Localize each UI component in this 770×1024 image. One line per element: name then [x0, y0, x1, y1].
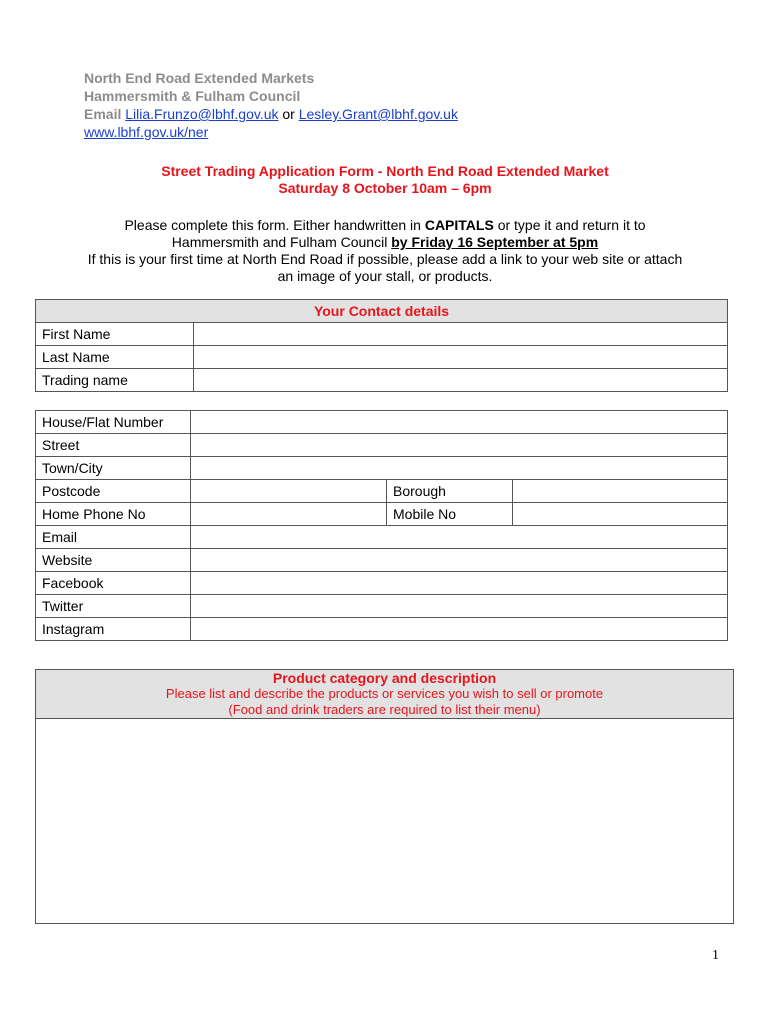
instagram-field[interactable]	[191, 618, 728, 641]
facebook-field[interactable]	[191, 572, 728, 595]
email-link-lilia[interactable]: Lilia.Frunzo@lbhf.gov.uk	[125, 106, 279, 122]
product-description-field[interactable]	[36, 719, 734, 924]
product-menu-note: (Food and drink traders are required to list their menu)	[228, 701, 541, 717]
email-link-lesley[interactable]: Lesley.Grant@lbhf.gov.uk	[298, 106, 458, 122]
website-link[interactable]: www.lbhf.gov.uk/ner	[84, 124, 209, 140]
trading-name-field[interactable]	[194, 369, 728, 392]
borough-label: Borough	[387, 480, 513, 503]
street-label: Street	[36, 434, 191, 457]
intro-line-4: an image of your stall, or products.	[277, 268, 493, 284]
website-field[interactable]	[191, 549, 728, 572]
home-phone-label: Home Phone No	[36, 503, 191, 526]
postcode-field[interactable]	[191, 480, 387, 503]
website-label-cell: Website	[36, 549, 191, 572]
borough-field[interactable]	[513, 480, 728, 503]
council-name: Hammersmith & Fulham Council	[84, 88, 301, 104]
deadline-text: by Friday 16 September at 5pm	[391, 234, 599, 250]
page-number: 1	[712, 948, 719, 963]
product-heading-cell	[36, 670, 734, 719]
contact-heading: Your Contact details	[36, 300, 728, 323]
intro-text-c: or type it and return it to	[497, 217, 646, 233]
house-field[interactable]	[191, 411, 728, 434]
town-field[interactable]	[191, 457, 728, 480]
product-table	[35, 669, 734, 924]
address-table	[35, 410, 728, 641]
or-text: or	[282, 106, 295, 122]
form-title: Street Trading Application Form - North End Road Extended Market	[161, 163, 609, 179]
intro-council-text: Hammersmith and Fulham Council	[171, 234, 388, 250]
twitter-label: Twitter	[36, 595, 191, 618]
town-label: Town/City	[36, 457, 191, 480]
email-field[interactable]	[191, 526, 728, 549]
first-name-field[interactable]	[194, 323, 728, 346]
intro-line-1	[0, 217, 770, 234]
last-name-label: Last Name	[36, 346, 194, 369]
product-heading: Product category and description	[272, 669, 497, 686]
twitter-field[interactable]	[191, 595, 728, 618]
contact-table	[35, 299, 728, 392]
mobile-label: Mobile No	[387, 503, 513, 526]
email-label-cell: Email	[36, 526, 191, 549]
header-block	[84, 69, 458, 141]
home-phone-field[interactable]	[191, 503, 387, 526]
mobile-field[interactable]	[513, 503, 728, 526]
facebook-label: Facebook	[36, 572, 191, 595]
trading-name-label: Trading name	[36, 369, 194, 392]
postcode-label: Postcode	[36, 480, 191, 503]
house-label: House/Flat Number	[36, 411, 191, 434]
product-instruction: Please list and describe the products or services you wish to sell or promote	[165, 685, 604, 701]
email-line	[84, 105, 458, 123]
instagram-label: Instagram	[36, 618, 191, 641]
first-name-label: First Name	[36, 323, 194, 346]
capitals-text: CAPITALS	[424, 217, 494, 233]
intro-line-3: If this is your first time at North End Road if possible, please add a link to your web site or attach	[87, 251, 683, 267]
email-label: Email	[84, 106, 122, 122]
intro-text-a: Please complete this form. Either handwritten in	[124, 217, 421, 233]
street-field[interactable]	[191, 434, 728, 457]
form-date: Saturday 8 October 10am – 6pm	[278, 180, 492, 196]
org-name: North End Road Extended Markets	[84, 70, 315, 86]
intro-line-2	[0, 234, 770, 251]
last-name-field[interactable]	[194, 346, 728, 369]
